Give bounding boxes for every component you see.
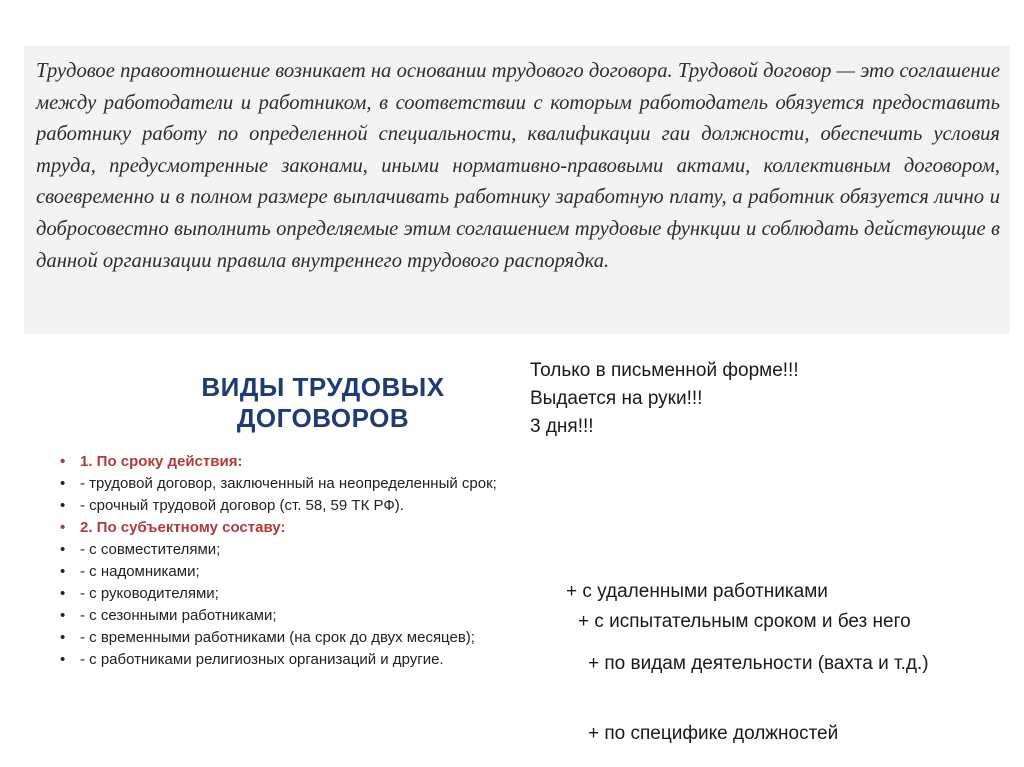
list-item: • - с совместителями; — [60, 540, 600, 560]
list-heading-term: • 1. По сроку действия: — [60, 452, 600, 472]
list-item: • - с работниками религиозных организаций и другие. — [60, 650, 600, 670]
addition-position: + по специфике должностей — [588, 723, 839, 744]
addition-remote: + с удаленными работниками — [566, 581, 828, 602]
definition-text: Трудовое правоотношение возникает на основании трудового договора. Трудовой договор — это соглашение между работодатели и работником, в соответствии с которым работодатель обязуется предоставить работнику работу по определенной специальности, квалификации гаи должности, обеспечить условия труда, предусмотренные законами, иными нормативно-правовыми актами, коллективным договором, своевременно и в полном размере выплачивать работнику заработную плату, а работник обязуется лично и добросовестно выполнить определяемые этим соглашением трудовые функции и соблюдать действующие в данной организации правила внутреннего трудового распорядка. — [36, 60, 1000, 272]
contract-types-list — [60, 452, 600, 672]
contract-types-title: ВИДЫ ТРУДОВЫХ ДОГОВОРОВ — [201, 372, 445, 433]
list-heading-subject: • 2. По субъектному составу: — [60, 518, 600, 538]
requirements-note — [530, 357, 799, 441]
list-item: • - с руководителями; — [60, 584, 600, 604]
list-item: • - с надомниками; — [60, 562, 600, 582]
list-item: • - трудовой договор, заключенный на неопределенный срок; — [60, 474, 600, 494]
definition-quote-box — [24, 46, 1010, 334]
list-item: • - срочный трудовой договор (ст. 58, 59 ТК РФ). — [60, 496, 600, 516]
handed-out-note: Выдается на руки!!! — [530, 388, 703, 409]
addition-probation: + с испытательным сроком и без него — [578, 611, 911, 632]
list-item: • - с сезонными работниками; — [60, 606, 600, 626]
written-form-note: Только в письменной форме!!! — [530, 360, 799, 381]
addition-activity: + по видам деятельности (вахта и т.д.) — [588, 653, 929, 674]
list-item: • - с временными работниками (на срок до двух месяцев); — [60, 628, 600, 648]
three-days-note: 3 дня!!! — [530, 416, 594, 437]
